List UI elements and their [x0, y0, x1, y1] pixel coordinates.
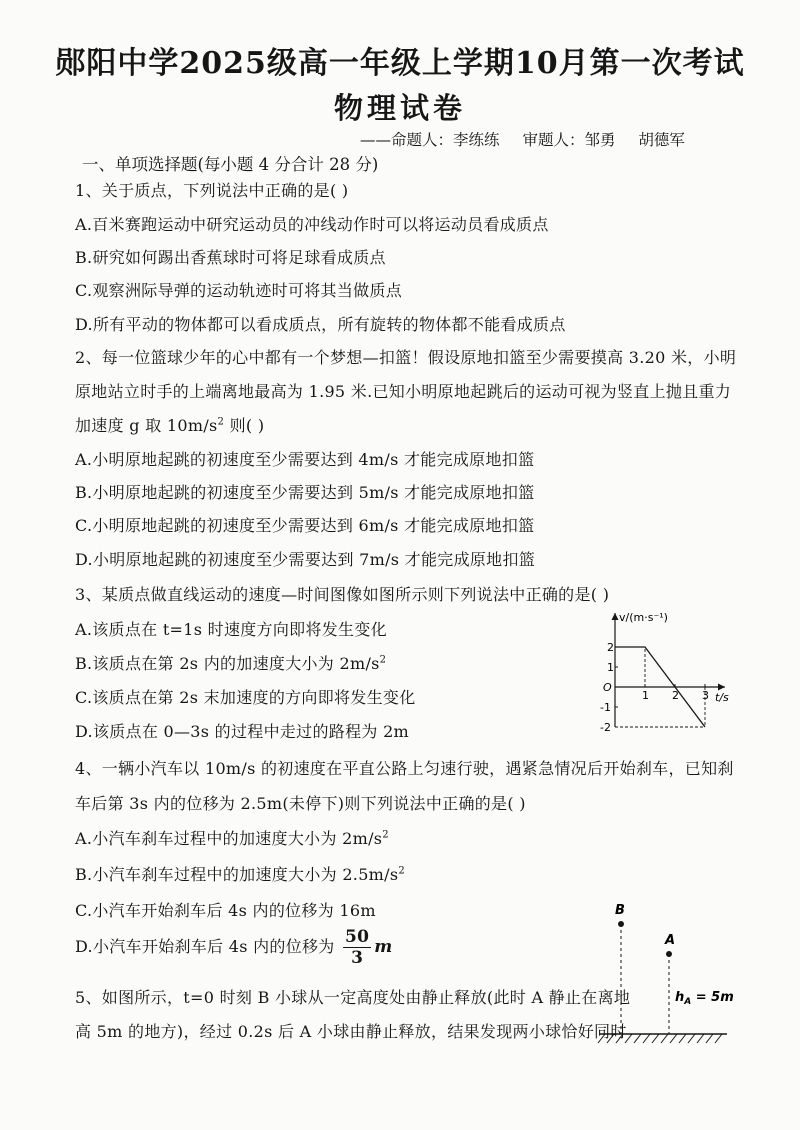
q2-stem-sup: 2: [217, 416, 225, 428]
q4-option-b-text: B.小汽车刹车过程中的加速度大小为 2.5m/s: [75, 865, 399, 884]
hatch-mark: [652, 1034, 659, 1043]
q1-option-d: D.所有平动的物体都可以看成质点，所有旋转的物体都不能看成质点: [75, 315, 566, 334]
hatch-mark: [607, 1034, 614, 1043]
q4-stem-line-2: 车后第 3s 内的位移为 2.5m(未停下)则下列说法中正确的是( ): [75, 794, 526, 813]
credit-reviewer: 审题人：邹勇: [522, 131, 616, 149]
y-axis-label: v/(m·s⁻¹): [619, 611, 668, 624]
q5-stem-line-1: 5、如图所示，t=0 时刻 B 小球从一定高度处由静止释放(此时 A 静止在离地: [75, 988, 631, 1007]
q1-option-c: C.观察洲际导弹的运动轨迹时可将其当做质点: [75, 281, 403, 300]
ball-b-label: B: [615, 903, 625, 918]
q5-figure: [595, 900, 735, 1055]
y-tick-label: 2: [607, 641, 614, 654]
q4-option-a-text: A.小汽车刹车过程中的加速度大小为 2m/s: [75, 829, 383, 848]
q1-option-b: B.研究如何踢出香蕉球时可将足球看成质点: [75, 248, 386, 267]
x-tick-label: 1: [642, 689, 649, 702]
height-label: $h_A = 5m$: [675, 990, 734, 1007]
hatch-mark: [625, 1034, 632, 1043]
x-tick-label: 2: [672, 689, 679, 702]
q2-stem-line-1: 2、每一位篮球少年的心中都有一个梦想—扣篮！假设原地扣篮至少需要摸高 3.20 米，小明: [75, 348, 737, 367]
q3-stem: 3、某质点做直线运动的速度—时间图像如图所示则下列说法中正确的是( ): [75, 585, 610, 604]
q4-option-a-sup: 2: [382, 829, 389, 841]
credits: [360, 128, 703, 150]
hatch-mark: [616, 1034, 623, 1043]
y-tick-label: -2: [600, 721, 611, 734]
q2-option-c: C.小明原地起跳的初速度至少需要达到 6m/s 才能完成原地扣篮: [75, 516, 535, 535]
hatch-mark: [670, 1034, 677, 1043]
fraction-denominator: 3: [351, 948, 364, 968]
q4-option-a: [75, 826, 389, 849]
q2-stem-line-2: 原地站立时手的上端离地最高为 1.95 米.已知小明原地起跳后的运动可视为竖直上抛且重力: [75, 382, 732, 401]
y-tick-label: 1: [607, 661, 614, 674]
hatch-mark: [598, 1034, 605, 1043]
credit-author: ——命题人：李练练: [360, 131, 500, 149]
hatch-mark: [715, 1034, 722, 1043]
credit-reviewer-2: 胡德军: [638, 131, 685, 149]
q4-option-d-text: D.小汽车开始刹车后 4s 内的位移为: [75, 937, 335, 956]
q1-stem: 1、关于质点，下列说法中正确的是( ): [75, 181, 349, 200]
section-heading: 一、单项选择题(每小题 4 分合计 28 分): [82, 155, 379, 174]
hatch-mark: [643, 1034, 650, 1043]
vt-chart: [585, 605, 745, 735]
q4-stem-line-1: 4、一辆小汽车以 10m/s 的初速度在平直公路上匀速行驶，遇紧急情况后开始刹车，已知刹: [75, 759, 734, 778]
exam-title: 郧阳中学2025级高一年级上学期10月第一次考试: [55, 46, 745, 81]
q3-option-a: A.该质点在 t=1s 时速度方向即将发生变化: [75, 620, 387, 639]
hatch-mark: [661, 1034, 668, 1043]
q2-stem-text: 加速度 g 取 10m/s: [75, 416, 218, 435]
fraction-unit: m: [374, 937, 393, 957]
q4-option-b: [75, 862, 405, 885]
q4-option-b-sup: 2: [398, 865, 406, 877]
q3-option-d: D.该质点在 0—3s 的过程中走过的路程为 2m: [75, 722, 410, 741]
hatch-mark: [634, 1034, 641, 1043]
x-axis-label: t/s: [715, 691, 729, 704]
q3-option-c: C.该质点在第 2s 末加速度的方向即将发生变化: [75, 688, 416, 707]
hatch-mark: [688, 1034, 695, 1043]
ground-hatching: [598, 1034, 722, 1043]
q4-option-d: [75, 927, 393, 968]
q3-option-b-text: B.该质点在第 2s 内的加速度大小为 2m/s: [75, 654, 380, 673]
q5-stem-line-2: 高 5m 的地方)，经过 0.2s 后 A 小球由静止释放，结果发现两小球恰好同时: [75, 1022, 627, 1041]
fraction: [343, 927, 371, 968]
q2-stem-line-3: [75, 413, 264, 436]
q2-option-b: B.小明原地起跳的初速度至少需要达到 5m/s 才能完成原地扣篮: [75, 483, 535, 502]
q1-option-a: A.百米赛跑运动中研究运动员的冲线动作时可以将运动员看成质点: [75, 215, 549, 234]
exam-subtitle: 物理试卷: [333, 91, 466, 125]
fraction-numerator: 50: [345, 927, 370, 947]
x-tick-label: 3: [702, 689, 709, 702]
origin-label: O: [603, 681, 612, 694]
ball-a-label: A: [665, 933, 676, 948]
hatch-mark: [679, 1034, 686, 1043]
q2-stem-tail: 则( ): [224, 416, 265, 435]
y-tick-label: -1: [600, 701, 611, 714]
q3-option-b-sup: 2: [379, 654, 387, 666]
hatch-mark: [706, 1034, 713, 1043]
q3-option-b: [75, 651, 386, 674]
q2-option-a: A.小明原地起跳的初速度至少需要达到 4m/s 才能完成原地扣篮: [75, 450, 535, 469]
q4-option-c: C.小汽车开始刹车后 4s 内的位移为 16m: [75, 901, 376, 920]
hatch-mark: [697, 1034, 704, 1043]
q2-option-d: D.小明原地起跳的初速度至少需要达到 7m/s 才能完成原地扣篮: [75, 550, 536, 569]
